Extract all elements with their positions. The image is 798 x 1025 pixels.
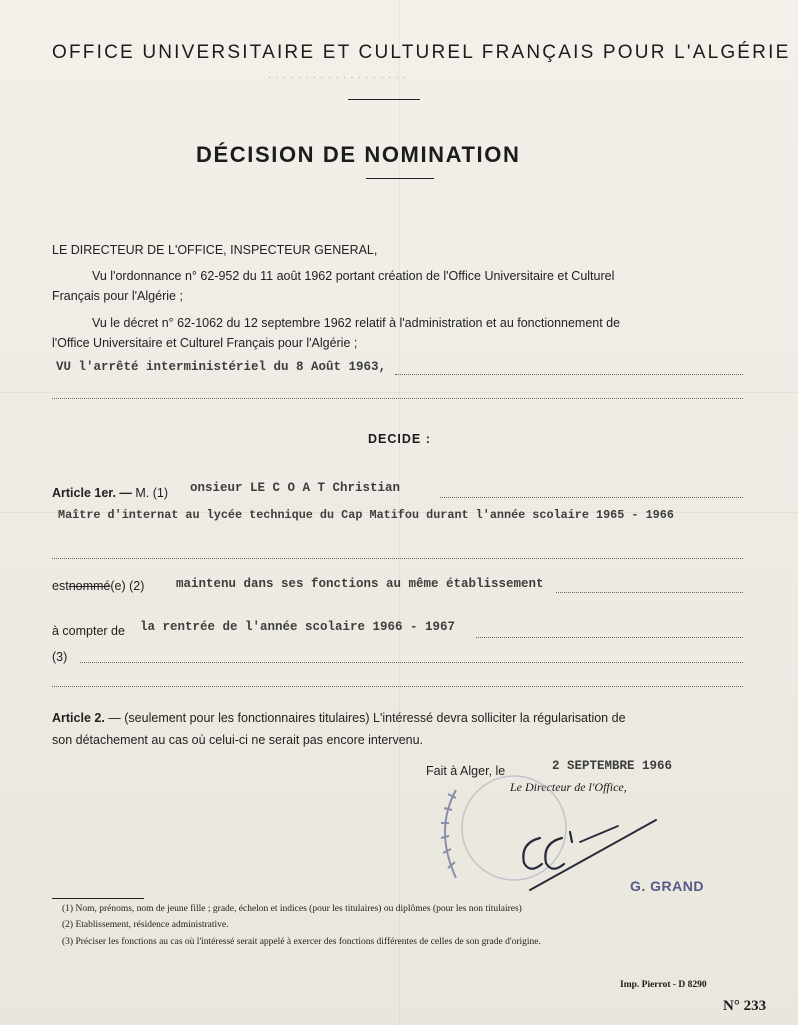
dotted-line: [395, 374, 743, 375]
signature-initials: [523, 832, 572, 869]
footnote-2: (2) Etablissement, résidence administrative.: [62, 920, 229, 930]
typed-date: la rentrée de l'année scolaire 1966 - 1967: [140, 620, 456, 634]
dotted-line: [476, 637, 743, 638]
title-divider: [366, 178, 434, 179]
article2-label: Article 2.: [52, 711, 105, 725]
dotted-line: [52, 558, 743, 559]
faint-address-line: · · · · · · · · · · · · · · · · · · ·: [268, 72, 407, 82]
vu-decret-line1: Vu le décret n° 62-1062 du 12 septembre 1962 relatif à l'administration et au fonctionnement de: [92, 316, 621, 330]
document-title: DÉCISION DE NOMINATION: [196, 142, 521, 167]
printer-mark: Imp. Pierrot - D 8290: [620, 980, 707, 990]
signature-place: Fait à Alger, le: [426, 764, 506, 778]
note3-marker: (3): [52, 650, 68, 664]
nomme-struck: nommé: [68, 579, 111, 593]
director-line: LE DIRECTEUR DE L'OFFICE, INSPECTEUR GENERAL,: [52, 243, 378, 257]
footnote-divider: [52, 898, 144, 899]
vu-ordonnance-line1: Vu l'ordonnance n° 62-952 du 11 août 1962 portant création de l'Office Universitaire et Culturel: [92, 269, 615, 283]
article2-text-line2: son détachement au cas où celui-ci ne serait pas encore intervenu.: [52, 733, 424, 747]
organization-heading: OFFICE UNIVERSITAIRE ET CULTUREL FRANÇAIS POUR L'ALGÉRIE: [52, 42, 791, 63]
header-divider: [348, 99, 420, 100]
typed-name: onsieur LE C O A T Christian: [190, 481, 401, 495]
signature-stroke: [580, 826, 618, 842]
article1-label: Article 1er. —: [52, 486, 132, 500]
signature-date: 2 SEPTEMBRE 1966: [552, 759, 673, 773]
dotted-line: [440, 497, 743, 498]
vu-arrete-typed: VU l'arrêté interministériel du 8 Août 1963,: [56, 360, 387, 374]
note2-marker: (2): [129, 579, 145, 593]
compter-label: à compter de: [52, 624, 125, 638]
typed-position: Maître d'internat au lycée technique du Cap Matifou durant l'année scolaire 1965 - 1966: [58, 508, 674, 522]
dotted-line: [80, 662, 743, 663]
footnote-1: (1) Nom, prénoms, nom de jeune fille ; grade, échelon et indices (pour les titulaires) ou diplômes (pour les non titulaires): [62, 904, 522, 914]
vu-decret-line2: l'Office Universitaire et Culturel Français pour l'Algérie ;: [52, 336, 358, 350]
dotted-line: [52, 686, 743, 687]
dotted-line: [556, 592, 743, 593]
director-title: Le Directeur de l'Office,: [510, 780, 627, 794]
article1-prefix: M. (1): [135, 486, 169, 500]
est-label: est: [52, 579, 69, 593]
document-number: N° 233: [723, 998, 767, 1014]
typed-status: maintenu dans ses fonctions au même établissement: [176, 577, 544, 591]
signer-name: G. GRAND: [630, 878, 704, 894]
e-suffix: (e): [110, 579, 126, 593]
vu-ordonnance-line2: Français pour l'Algérie ;: [52, 289, 183, 303]
dotted-line: [52, 398, 743, 399]
footnote-3: (3) Préciser les fonctions au cas où l'intéressé serait appelé à exercer des fonctions différentes de celles de son grade d'origine.: [62, 937, 541, 947]
decide-heading: DECIDE :: [368, 432, 431, 446]
article2-text-line1: — (seulement pour les fonctionnaires titulaires) L'intéressé devra solliciter la régularisation de: [108, 711, 626, 725]
